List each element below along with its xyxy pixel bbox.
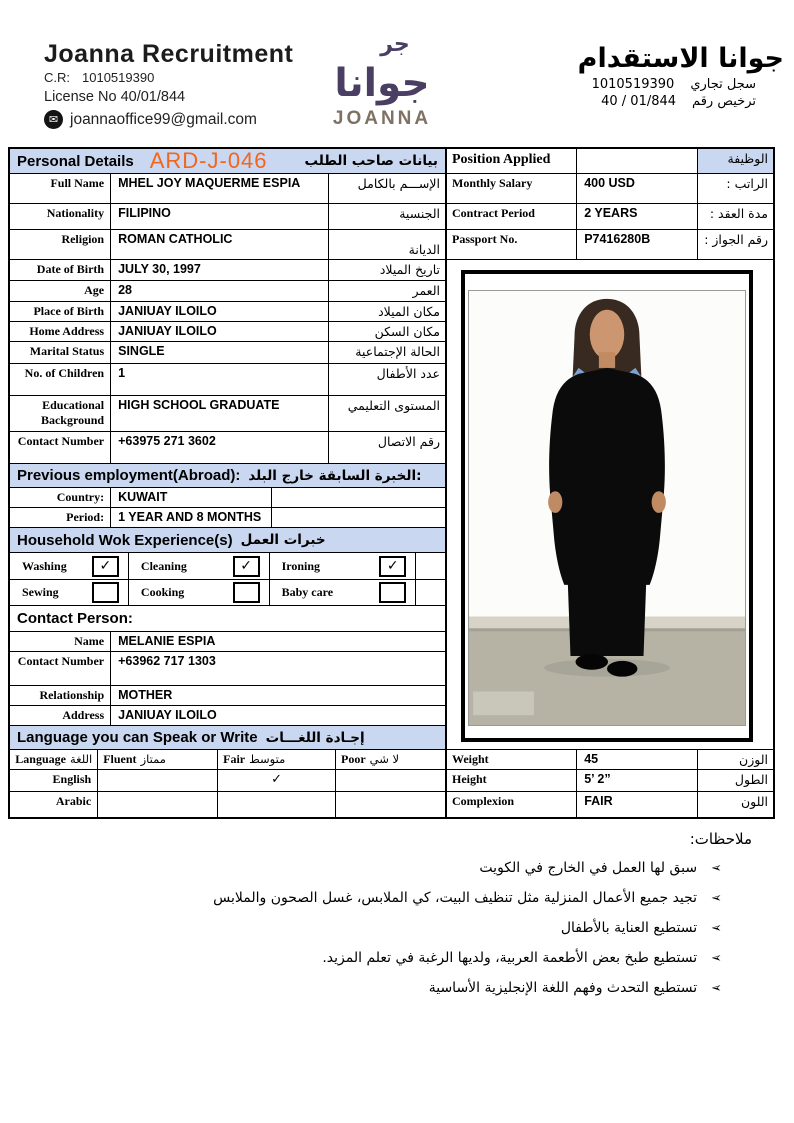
- children-label: No. of Children: [10, 364, 111, 395]
- agency-logo: [318, 22, 446, 130]
- note-text: تستطيع طبخ بعض الأطعمة العربية، ولديها الرغبة في تعلم المزيد.: [322, 950, 698, 966]
- nationality-label: Nationality: [10, 204, 111, 229]
- household-row-2: [10, 580, 445, 606]
- position-applied-value: [577, 149, 698, 173]
- arrow-bullet-icon: ➢: [711, 921, 722, 936]
- children-label-arabic: عدد الأطفال: [376, 366, 440, 381]
- period-row: [10, 508, 445, 528]
- cleaning-group: [129, 553, 270, 579]
- children-row: [10, 364, 445, 396]
- relationship-label: Relationship: [10, 686, 111, 705]
- notes-section: [50, 830, 752, 1010]
- fair-col-header: [218, 750, 336, 769]
- note-item: [50, 920, 752, 936]
- country-row: [10, 488, 445, 508]
- household-spacer-cell: [416, 553, 445, 579]
- nationality-label-arabic: الجنسية: [399, 206, 440, 221]
- height-value: 5’ 2”: [577, 770, 698, 791]
- poor-col-header-ar: لا شي: [369, 752, 400, 766]
- country-value: KUWAIT: [111, 488, 272, 507]
- language-col-header: [10, 750, 98, 769]
- cr-number-arabic: 1010519390: [591, 76, 675, 92]
- language-title: Language you can Speak or Write: [17, 729, 258, 746]
- language-col-header-en: Language: [15, 752, 66, 766]
- contact-person-number-label: Contact Number: [10, 652, 111, 685]
- religion-label: Religion: [10, 230, 111, 259]
- home-address-value: JANIUAY ILOILO: [111, 322, 329, 341]
- household-row-1: [10, 553, 445, 580]
- cr-label: C.R:: [44, 70, 70, 85]
- children-value: 1: [111, 364, 329, 395]
- washing-checkbox: ✓: [92, 556, 119, 577]
- sewing-label: Sewing: [22, 585, 59, 599]
- place-of-birth-value: JANIUAY ILOILO: [111, 302, 329, 321]
- cleaning-checkbox: ✓: [233, 556, 260, 577]
- note-text: تستطيع العناية بالأطفال: [560, 920, 698, 936]
- note-text: سبق لها العمل في الخارج في الكويت: [479, 860, 698, 876]
- license-number: License No 40/01/844: [44, 89, 186, 105]
- passport-row: [447, 230, 773, 260]
- sewing-checkbox: [92, 582, 119, 603]
- religion-row: [10, 230, 445, 260]
- agency-header-block: [44, 40, 293, 129]
- contact-address-label: Address: [10, 706, 111, 725]
- cooking-group: [129, 580, 270, 605]
- nationality-value: FILIPINO: [111, 204, 329, 229]
- logo-latin-wordmark: JOANNA: [332, 107, 432, 129]
- poor-col-header-en: Poor: [341, 752, 366, 766]
- english-fluent-cell: [98, 770, 218, 791]
- weight-row: [447, 750, 773, 770]
- education-value: HIGH SCHOOL GRADUATE: [111, 396, 329, 431]
- place-of-birth-row: [10, 302, 445, 322]
- religion-label-arabic: الديانة: [408, 242, 440, 257]
- education-row: [10, 396, 445, 432]
- passport-value: P7416280B: [577, 230, 698, 259]
- complexion-label-arabic: اللون: [740, 794, 768, 809]
- age-label: Age: [10, 281, 111, 301]
- cr-line-arabic: [578, 77, 756, 92]
- cleaning-label: Cleaning: [140, 558, 187, 573]
- contact-person-number-value: +63962 717 1303: [118, 654, 216, 668]
- right-form-table: [447, 147, 775, 819]
- contract-period-label-arabic: مدة العقد :: [709, 206, 768, 221]
- age-value: 28: [111, 281, 329, 301]
- contact-address-value: JANIUAY ILOILO: [118, 708, 217, 722]
- poor-col-header: [336, 750, 445, 769]
- note-item: [50, 890, 752, 906]
- baby-care-checkbox: [379, 582, 406, 603]
- ironing-checkbox: ✓: [379, 556, 406, 577]
- complexion-row: [447, 792, 773, 817]
- note-item: [50, 980, 752, 996]
- note-item: [50, 860, 752, 876]
- marital-status-row: [10, 342, 445, 364]
- weight-label: Weight: [447, 750, 577, 769]
- personal-details-title: Personal Details: [17, 152, 134, 170]
- contact-person-number-row: [10, 652, 445, 686]
- education-label-arabic: المستوى التعليمي: [347, 398, 440, 413]
- nationality-row: [10, 204, 445, 230]
- weight-value: 45: [577, 750, 698, 769]
- fluent-col-header-ar: ممتاز: [140, 752, 166, 766]
- date-of-birth-value: JULY 30, 1997: [111, 260, 329, 280]
- note-text: تجيد جميع الأعمال المنزلية مثل تنظيف البيت، كي الملابس، غسل الصحون والملابس: [213, 890, 698, 906]
- washing-group: [10, 553, 129, 579]
- arabic-language-row: [10, 792, 445, 817]
- email-row: [44, 110, 293, 129]
- home-address-label-arabic: مكان السكن: [374, 324, 440, 339]
- contact-address-row: [10, 706, 445, 726]
- monthly-salary-label: Monthly Salary: [447, 174, 577, 203]
- contact-number-label: Contact Number: [10, 432, 111, 463]
- arabic-label: Arabic: [10, 792, 98, 817]
- previous-employment-title-arabic: الخبرة السابقة خارج البلد:: [248, 467, 422, 484]
- complexion-value: FAIR: [577, 792, 698, 817]
- contact-person-name-label: Name: [10, 632, 111, 651]
- english-language-row: [10, 770, 445, 792]
- fair-col-header-ar: متوسط: [249, 752, 286, 766]
- english-fair-checkmark: ✓: [218, 770, 336, 791]
- full-name-value: MHEL JOY MAQUERME ESPIA: [111, 174, 329, 203]
- applicant-photo-cell: [447, 260, 773, 750]
- household-experience-header: [10, 528, 445, 553]
- email-icon: ✉: [44, 110, 63, 129]
- agency-header-arabic: [578, 44, 784, 109]
- contract-period-value: 2 YEARS: [577, 204, 698, 229]
- home-address-row: [10, 322, 445, 342]
- country-extra-cell: [272, 488, 445, 507]
- household-experience-title: Household Wok Experience(s): [17, 531, 233, 549]
- weight-label-arabic: الوزن: [739, 752, 768, 767]
- logo-arabic-wordmark: جوانا: [334, 61, 430, 106]
- arabic-fluent-cell: [98, 792, 218, 817]
- previous-employment-title: Previous employment(Abroad):: [17, 467, 241, 484]
- monthly-salary-row: [447, 174, 773, 204]
- language-table-header: [10, 750, 445, 770]
- passport-label-arabic: رقم الجواز :: [704, 232, 768, 247]
- marital-status-label: Marital Status: [10, 342, 111, 363]
- monthly-salary-label-arabic: الراتب :: [726, 176, 768, 191]
- arabic-fair-cell: [218, 792, 336, 817]
- contact-person-header: [10, 606, 445, 632]
- cooking-label: Cooking: [140, 585, 185, 599]
- arrow-bullet-icon: ➢: [711, 891, 722, 906]
- contact-person-title: Contact Person:: [17, 610, 133, 627]
- fluent-col-header-en: Fluent: [103, 752, 137, 766]
- date-of-birth-row: [10, 260, 445, 281]
- contact-number-value: +63975 271 3602: [111, 432, 329, 463]
- height-row: [447, 770, 773, 792]
- fair-col-header-en: Fair: [223, 752, 246, 766]
- previous-employment-header: [10, 464, 445, 488]
- cooking-checkbox: [233, 582, 260, 603]
- baby-care-group: [270, 580, 417, 605]
- passport-label: Passport No.: [447, 230, 577, 259]
- personal-details-header: [10, 149, 445, 174]
- position-applied-label-arabic: الوظيفة: [698, 149, 773, 173]
- sewing-group: [10, 580, 129, 605]
- arrow-bullet-icon: ➢: [711, 861, 722, 876]
- period-extra-cell: [272, 508, 445, 527]
- place-of-birth-label: Place of Birth: [10, 302, 111, 321]
- contact-number-row: [10, 432, 445, 464]
- license-line-arabic: [578, 94, 756, 109]
- language-title-arabic: إجـادة اللغـــات: [265, 729, 365, 746]
- arrow-bullet-icon: ➢: [711, 981, 722, 996]
- arrow-bullet-icon: ➢: [711, 951, 722, 966]
- contact-person-name-value: MELANIE ESPIA: [118, 634, 216, 648]
- email-address: joannaoffice99@gmail.com: [70, 110, 257, 128]
- reference-code: ARD-J-046: [149, 148, 268, 173]
- religion-value: ROMAN CATHOLIC: [111, 230, 329, 259]
- washing-label: Washing: [22, 558, 67, 573]
- position-applied-row: [447, 149, 773, 174]
- height-label-arabic: الطول: [734, 772, 768, 787]
- age-label-arabic: العمر: [412, 283, 440, 298]
- personal-details-title-arabic: بيانات صاحب الطلب: [304, 153, 438, 169]
- marital-status-label-arabic: الحالة الإجتماعية: [355, 344, 440, 359]
- logo-mark-icon: جر: [380, 32, 410, 57]
- license-label-arabic: ترخيص رقم: [692, 93, 756, 109]
- company-name: Joanna Recruitment: [44, 40, 294, 68]
- note-text: تستطيع التحدث وفهم اللغة الإنجليزية الأساسية: [428, 980, 698, 996]
- application-form: [8, 147, 775, 819]
- household-spacer-cell: [416, 580, 445, 605]
- home-address-label: Home Address: [10, 322, 111, 341]
- monthly-salary-value: 400 USD: [577, 174, 698, 203]
- english-label: English: [10, 770, 98, 791]
- notes-title: ملاحظات:: [689, 830, 752, 848]
- contract-period-row: [447, 204, 773, 230]
- fluent-col-header: [98, 750, 218, 769]
- baby-care-label: Baby care: [281, 585, 334, 599]
- english-poor-cell: [336, 770, 445, 791]
- education-label: Educational Background: [10, 396, 111, 431]
- place-of-birth-label-arabic: مكان الميلاد: [378, 304, 440, 319]
- photo-frame: [461, 270, 753, 742]
- arabic-poor-cell: [336, 792, 445, 817]
- note-item: [50, 950, 752, 966]
- date-of-birth-label: Date of Birth: [10, 260, 111, 280]
- contact-number-label-arabic: رقم الاتصال: [377, 434, 440, 449]
- country-label: Country:: [10, 488, 111, 507]
- marital-status-value: SINGLE: [111, 342, 329, 363]
- position-applied-label: Position Applied: [447, 149, 577, 173]
- complexion-label: Complexion: [447, 792, 577, 817]
- period-value: 1 YEAR AND 8 MONTHS: [111, 508, 272, 527]
- left-form-table: [8, 147, 447, 819]
- height-label: Height: [447, 770, 577, 791]
- full-name-row: [10, 174, 445, 204]
- relationship-value: MOTHER: [118, 688, 173, 702]
- date-of-birth-label-arabic: تاريخ الميلاد: [379, 262, 440, 277]
- contract-period-label: Contract Period: [447, 204, 577, 229]
- applicant-photo-figure: [469, 291, 745, 725]
- cr-line: [44, 70, 293, 85]
- full-name-label: Full Name: [10, 174, 111, 203]
- full-name-label-arabic: الإســـم بالكامل: [357, 176, 440, 191]
- cr-label-arabic: سجل تجاري: [690, 76, 756, 92]
- period-label: Period:: [10, 508, 111, 527]
- license-number-arabic: 40 / 01/844: [601, 93, 677, 109]
- household-experience-title-arabic: خبرات العمل: [240, 532, 326, 548]
- contact-person-name-row: [10, 632, 445, 652]
- ironing-label: Ironing: [281, 558, 321, 573]
- relationship-row: [10, 686, 445, 706]
- language-header: [10, 726, 445, 750]
- ironing-group: [270, 553, 417, 579]
- company-name-arabic: جوانا الاستقدام: [577, 43, 784, 74]
- cr-number: 1010519390: [82, 70, 155, 85]
- applicant-photo: [468, 290, 746, 726]
- language-col-header-ar: اللغة: [69, 752, 93, 766]
- age-row: [10, 281, 445, 302]
